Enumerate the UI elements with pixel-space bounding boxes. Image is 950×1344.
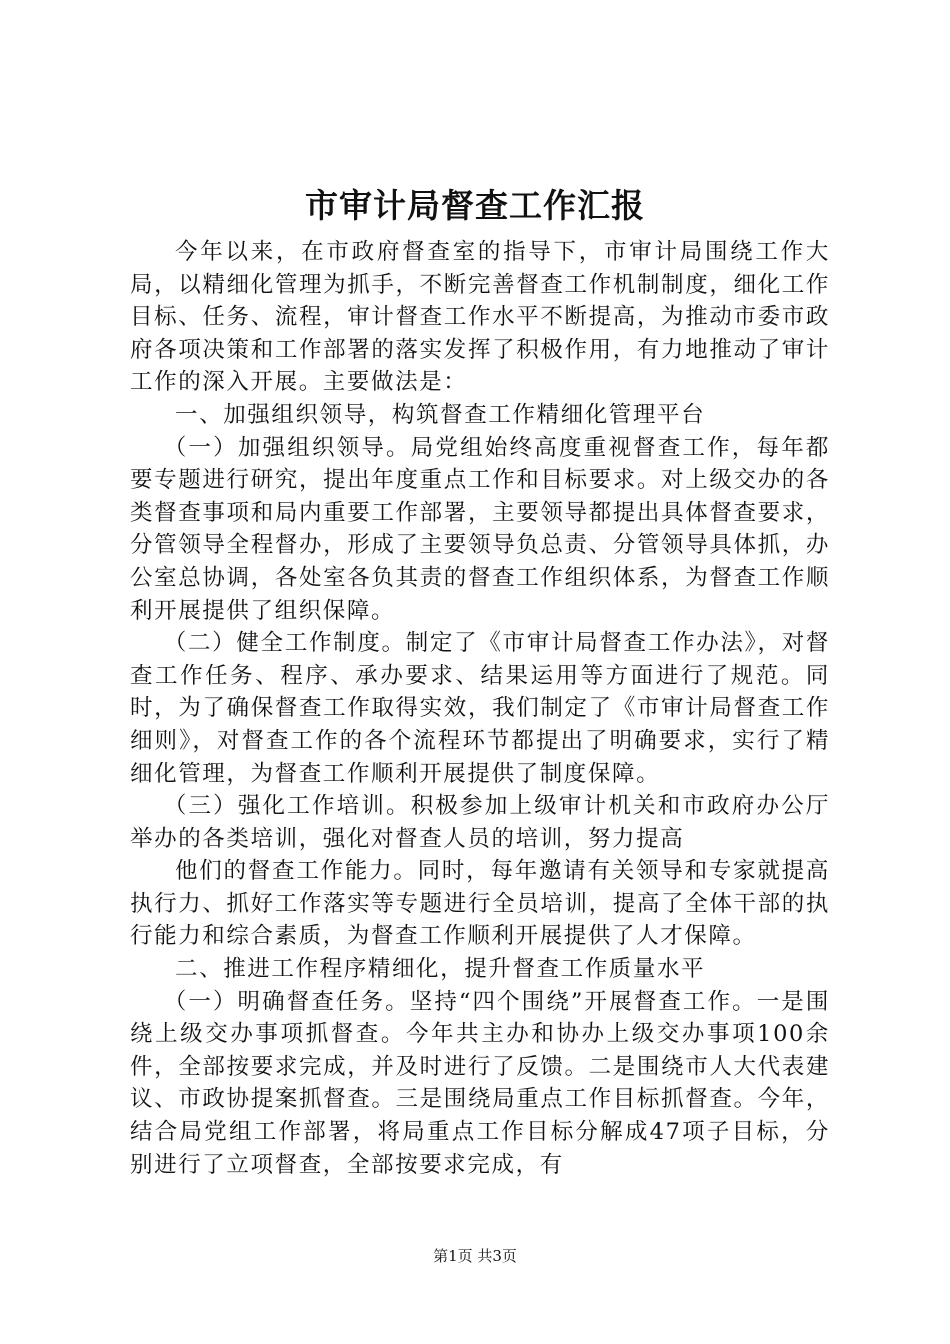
page-footer: 第1页 共3页 (433, 1247, 517, 1265)
document-body (130, 236, 830, 1181)
document-title: 市审计局督查工作汇报 (305, 186, 645, 225)
section-heading-2: 二、推进工作程序精细化，提升督查工作质量水平 (175, 956, 706, 983)
subsection-paragraph-1-3: （三）强化工作培训。积极参加上级审计机关和市政府办公厅举办的各类培训，强化对督查人员的培训，努力提高 (130, 793, 830, 852)
subsection-paragraph-2-1: （一）明确督查任务。坚持“四个围绕”开展督查工作。一是围绕上级交办事项抓督查。今年共主办和协办上级交办事项100余件，全部按要求完成，并及时进行了反馈。二是围绕市人大代表建议、市政协提案抓督查。三是围绕局重点工作目标抓督查。今年，结合局党组工作部署，将局重点工作目标分解成47项子目标，分别进行了立项督查，全部按要求完成，有 (130, 988, 830, 1178)
intro-paragraph: 今年以来，在市政府督查室的指导下，市审计局围绕工作大局，以精细化管理为抓手，不断完善督查工作机制制度，细化工作目标、任务、流程，审计督查工作水平不断提高，为推动市委市政府各项决策和工作部署的落实发挥了积极作用，有力地推动了审计工作的深入开展。主要做法是： (130, 239, 830, 396)
subsection-paragraph-1-2: （二）健全工作制度。制定了《市审计局督查工作办法》，对督查工作任务、程序、承办要求、结果运用等方面进行了规范。同时，为了确保督查工作取得实效，我们制定了《市审计局督查工作细则》，对督查工作的各个流程环节都提出了明确要求，实行了精细化管理，为督查工作顺利开展提供了制度保障。 (130, 630, 830, 787)
continuation-paragraph: 他们的督查工作能力。同时，每年邀请有关领导和专家就提高执行力、抓好工作落实等专题进行全员培训，提高了全体干部的执行能力和综合素质，为督查工作顺利开展提供了人才保障。 (130, 858, 830, 950)
subsection-paragraph-1-1: （一）加强组织领导。局党组始终高度重视督查工作，每年都要专题进行研究，提出年度重点工作和目标要求。对上级交办的各类督查事项和局内重要工作部署，主要领导都提出具体督查要求，分管领导全程督办，形成了主要领导负总责、分管领导具体抓，办公室总协调，各处室各负其责的督查工作组织体系，为督查工作顺利开展提供了组织保障。 (130, 434, 830, 624)
section-heading-1: 一、加强组织领导，构筑督查工作精细化管理平台 (175, 401, 706, 428)
